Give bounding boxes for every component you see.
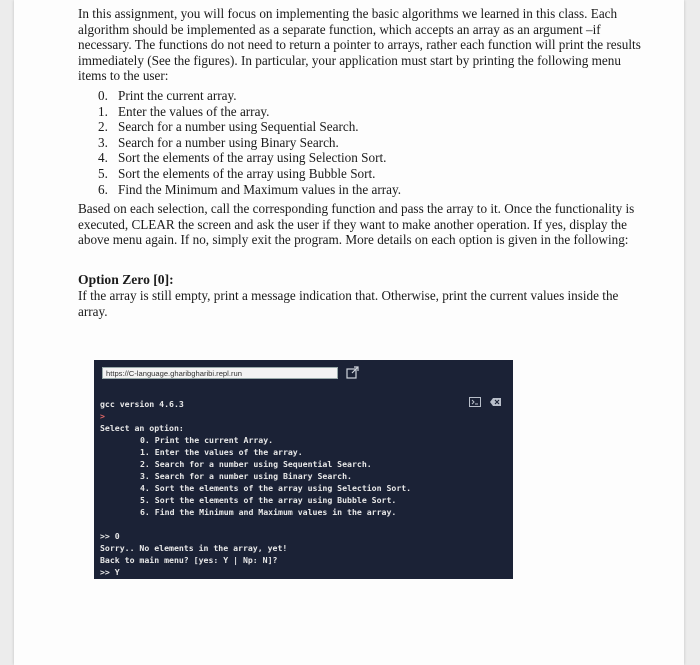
menu-item-text: Find the Minimum and Maximum values in the array. xyxy=(118,181,401,197)
option-zero-text: If the array is still empty, print a message indication that. Otherwise, print the current values inside the array. xyxy=(78,287,619,319)
menu-item-text: Sort the elements of the array using Bubble Sort. xyxy=(118,165,376,181)
gcc-version: gcc version 4.6.3 xyxy=(100,399,184,409)
menu-item xyxy=(98,182,644,198)
document-content xyxy=(78,6,644,319)
menu-item-text: Enter the values of the array. xyxy=(118,103,270,119)
menu-item xyxy=(98,88,644,104)
terminal-option: 6. Find the Minimum and Maximum values in the array. xyxy=(140,507,397,517)
selection-paragraph: Based on each selection, call the corresponding function and pass the array to it. Once the functionality is executed, CLEAR the screen and ask the user if they want to make another operation. If yes, display the above menu again. If no, simply exit the program. More details on each option is given in the following: xyxy=(78,201,635,248)
terminal-option: 0. Print the current Array. xyxy=(140,435,274,445)
terminal-option: 1. Enter the values of the array. xyxy=(140,447,303,457)
select-option-line: Select an option: xyxy=(100,423,184,433)
terminal-output xyxy=(100,398,500,578)
option-zero-heading: Option Zero [0]: xyxy=(78,271,174,287)
user-input-line: >> 0 xyxy=(100,531,120,541)
terminal-option: 3. Search for a number using Binary Search. xyxy=(140,471,352,481)
url-bar[interactable]: https://C-language.gharibgharibi.repl.run xyxy=(102,367,338,379)
menu-item xyxy=(98,119,644,135)
menu-item-text: Sort the elements of the array using Selection Sort. xyxy=(118,150,387,166)
terminal-option: 2. Search for a number using Sequential Search. xyxy=(140,459,372,469)
menu-item-number: 0. xyxy=(98,87,108,103)
menu-item-number: 4. xyxy=(98,150,108,166)
menu-item xyxy=(98,104,644,120)
terminal-screenshot xyxy=(94,360,513,579)
open-external-icon[interactable] xyxy=(346,366,359,379)
menu-item xyxy=(98,135,644,151)
back-prompt: Back to main menu? [yes: Y | Np: N]? xyxy=(100,555,278,565)
intro-paragraph: In this assignment, you will focus on implementing the basic algorithms we learned in this class. Each algorithm should be implemented as a separate function, which accepts an array as an argument –if necessary. The functions do not need to return a pointer to arrays, rather each function will print the results immediately (See the figures). In particular, your application must start by printing the following menu items to the user: xyxy=(78,6,641,84)
menu-item-number: 2. xyxy=(98,119,108,135)
terminal-option: 4. Sort the elements of the array using Selection Sort. xyxy=(140,483,412,493)
menu-item-text: Search for a number using Sequential Search. xyxy=(118,119,359,135)
menu-item xyxy=(98,166,644,182)
menu-item xyxy=(98,150,644,166)
menu-item-number: 6. xyxy=(98,181,108,197)
menu-item-number: 5. xyxy=(98,165,108,181)
prompt-arrow: > xyxy=(100,411,105,421)
menu-item-number: 1. xyxy=(98,103,108,119)
user-input-line: >> Y xyxy=(100,567,120,577)
document-page xyxy=(14,0,684,665)
sorry-message: Sorry.. No elements in the array, yet! xyxy=(100,543,288,553)
menu-item-number: 3. xyxy=(98,134,108,150)
menu-item-text: Print the current array. xyxy=(118,87,237,103)
menu-item-text: Search for a number using Binary Search. xyxy=(118,134,339,150)
menu-list xyxy=(98,88,644,197)
terminal-option: 5. Sort the elements of the array using Bubble Sort. xyxy=(140,495,397,505)
